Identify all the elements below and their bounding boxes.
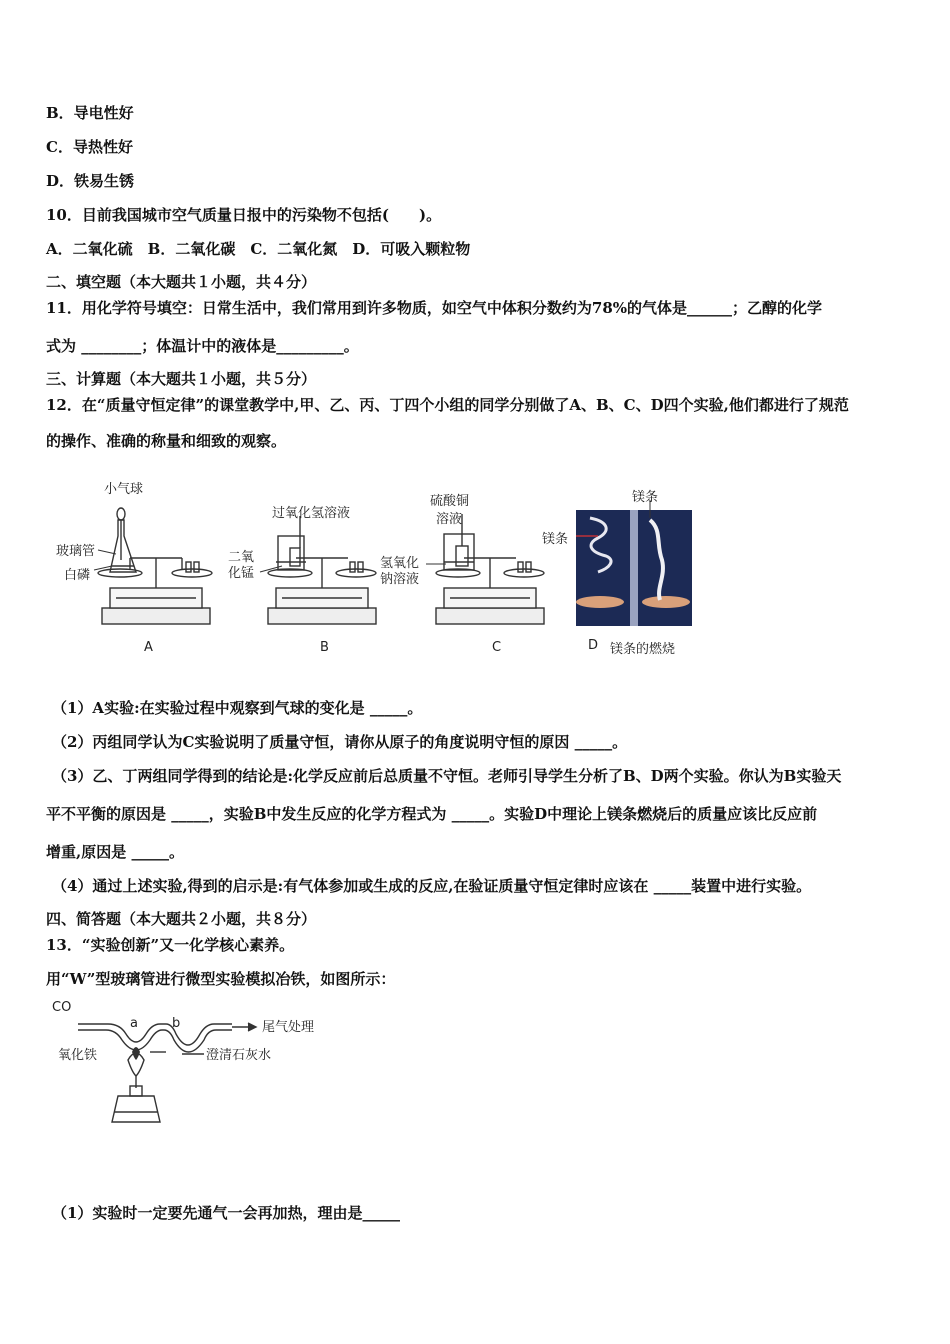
question-12-part3-line3: 增重,原因是 _____。 [46, 843, 184, 861]
label-naoh-1: 氢氧化 [380, 556, 420, 571]
question-13-intro: 用“W”型玻璃管进行微型实验模拟冶铁，如图所示： [46, 970, 396, 988]
magnesium-photo [576, 500, 692, 626]
caption-c: C [492, 640, 502, 655]
question-12-part3-line1: （3）乙、丁两组同学得到的结论是:化学反应前后总质量不守恒。老师引导学生分析了B、D两个实验。你认为B实验天 [52, 767, 842, 785]
experiment-figure [50, 470, 710, 660]
balance-c [436, 514, 544, 624]
caption-b: B [320, 640, 329, 655]
question-12-line2: 的操作、准确的称量和细致的观察。 [46, 432, 287, 450]
question-13: 13．“实验创新”又一化学核心素养。 [46, 936, 295, 954]
label-mno2-1: 二氧 [228, 550, 255, 565]
question-10: 10．目前我国城市空气质量日报中的污染物不包括( )。 [46, 206, 442, 224]
label-white-phosphorus: 白磷 [64, 568, 91, 583]
label-tail-gas: 尾气处理 [262, 1020, 315, 1035]
label-co: CO [52, 1000, 72, 1015]
section-calculation: 三、计算题（本大题共１小题，共５分） [46, 370, 317, 388]
question-11-line2: 式为 ________；体温计中的液体是_________。 [46, 337, 359, 355]
label-magnesium-left: 镁条 [542, 532, 569, 547]
option-c: C．导热性好 [46, 138, 133, 156]
label-cuso4-2: 溶液 [436, 512, 463, 527]
label-glass-tube: 玻璃管 [56, 544, 96, 559]
question-12-part1: （1）A实验:在实验过程中观察到气球的变化是 _____。 [52, 699, 423, 717]
option-d: D．铁易生锈 [46, 172, 135, 190]
w-tube-figure [48, 998, 348, 1130]
label-limewater: 澄清石灰水 [206, 1048, 272, 1063]
label-hydrogen-peroxide: 过氧化氢溶液 [272, 506, 351, 521]
question-13-part1: （1）实验时一定要先通气一会再加热，理由是_____ [52, 1204, 400, 1222]
label-magnesium-top: 镁条 [632, 490, 659, 505]
label-b: b [172, 1016, 181, 1031]
label-naoh-2: 钠溶液 [380, 572, 420, 587]
question-12-part2: （2）丙组同学认为C实验说明了质量守恒，请你从原子的角度说明守恒的原因 _____。 [52, 733, 628, 751]
question-12-line1: 12．在“质量守恒定律”的课堂教学中,甲、乙、丙、丁四个小组的同学分别做了A、B、C、D四个实验,他们都进行了规范 [46, 396, 849, 414]
label-a: a [130, 1016, 138, 1031]
question-10-options: A．二氧化硫 B．二氧化碳 C．二氧化氮 D．可吸入颗粒物 [46, 240, 471, 258]
question-12-part4: （4）通过上述实验,得到的启示是:有气体参加或生成的反应,在验证质量守恒定律时应该在 _____装置中进行实验。 [52, 877, 812, 895]
label-balloon: 小气球 [104, 482, 144, 497]
balance-a [98, 508, 212, 624]
question-11-line1: 11．用化学符号填空：日常生活中，我们常用到许多物质，如空气中体积分数约为78%的气体是______；乙醇的化学 [46, 299, 823, 317]
label-iron-oxide: 氧化铁 [58, 1048, 98, 1063]
balance-b [268, 516, 376, 624]
label-cuso4-1: 硫酸铜 [430, 494, 470, 509]
caption-d-letter: D [588, 638, 599, 653]
question-12-part3-line2: 平不平衡的原因是 _____，实验B中发生反应的化学方程式为 _____。实验D中理论上镁条燃烧后的质量应该比反应前 [46, 805, 818, 823]
caption-d: 镁条的燃烧 [610, 642, 676, 657]
section-short-answer: 四、简答题（本大题共２小题，共８分） [46, 910, 317, 928]
section-fill-in: 二、填空题（本大题共１小题，共４分） [46, 273, 317, 291]
caption-a: A [144, 640, 153, 655]
option-b: B．导电性好 [46, 104, 134, 122]
label-mno2-2: 化锰 [228, 566, 255, 581]
